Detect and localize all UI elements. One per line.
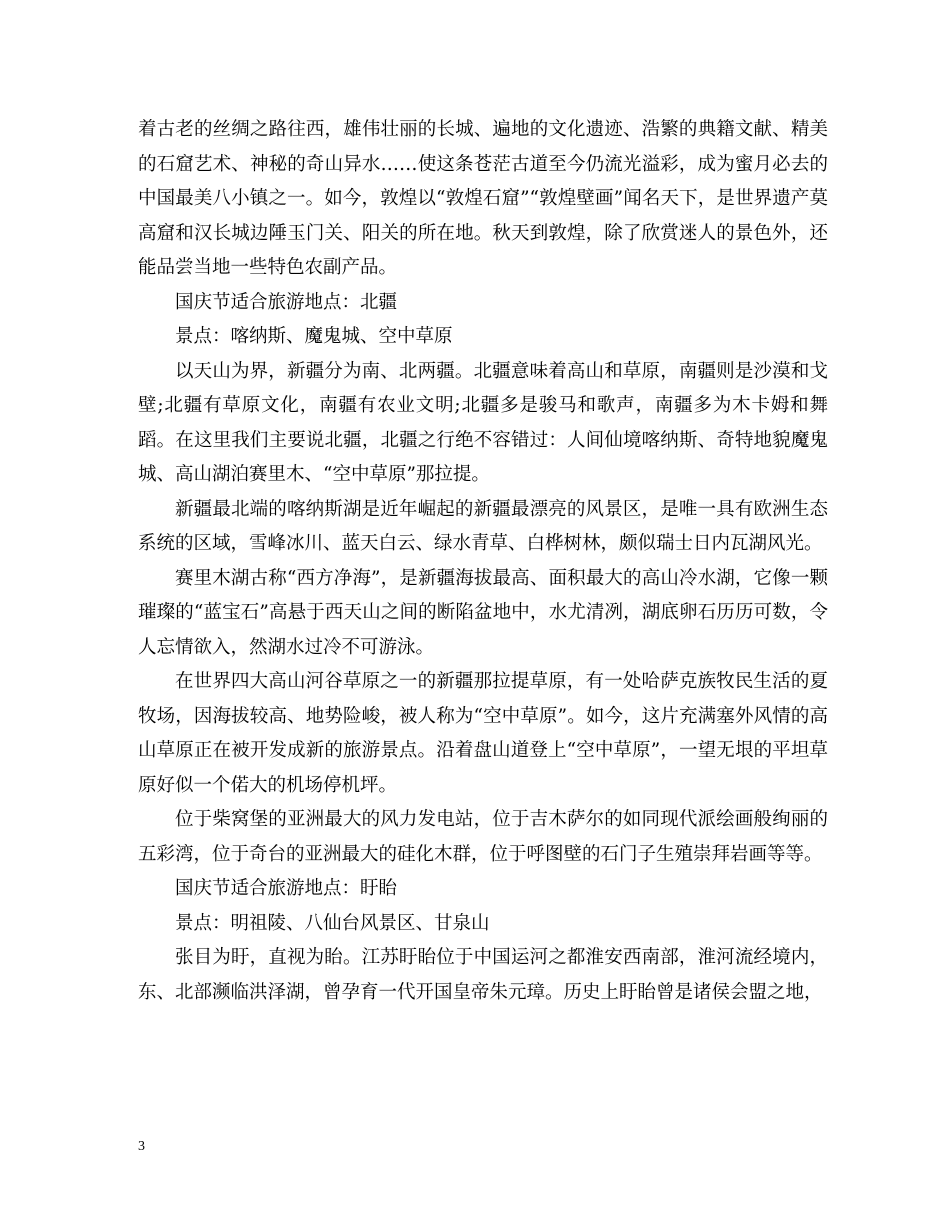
paragraph-xinjiang-overview: 以天山为界，新疆分为南、北两疆。北疆意味着高山和草原，南疆则是沙漠和戈壁;北疆有草原文化，南疆有农业文明;北疆多是骏马和歌声，南疆多为木卡姆和舞蹈。在这里我们主要说北疆，北疆之行绝不容错过：人间仙境喀纳斯、奇特地貌魔鬼城、高山湖泊赛里木、“空中草原”那拉提。 xyxy=(138,360,828,485)
page-number: 3 xyxy=(138,1139,145,1154)
paragraph-nalati-grassland: 在世界四大高山河谷草原之一的新疆那拉提草原，有一处哈萨克族牧民生活的夏牧场，因海拔较高、地势险峻，被人称为“空中草原”。如今，这片充满塞外风情的高山草原正在被开发成新的旅游景点。沿着盘山道登上“空中草原”，一望无垠的平坦草原好似一个偌大的机场停机坪。 xyxy=(138,671,828,796)
heading-location-xuyi: 国庆节适合旅游地点：盱眙 xyxy=(175,878,398,899)
paragraph-dunhuang-intro: 着古老的丝绸之路往西，雄伟壮丽的长城、遍地的文化遗迹、浩繁的典籍文献、精美的石窟艺术、神秘的奇山异水……使这条苍茫古道至今仍流光溢彩，成为蜜月必去的中国最美八小镇之一。如今，敦煌以“敦煌石窟”“敦煌壁画”闻名天下，是世界遗产莫高窟和汉长城边陲玉门关、阳关的所在地。秋天到敦煌，除了欣赏迷人的景色外，还能品尝当地一些特色农副产品。 xyxy=(138,119,828,278)
paragraph-sayram-lake: 赛里木湖古称“西方净海”，是新疆海拔最高、面积最大的高山冷水湖，它像一颗璀璨的“蓝宝石”高悬于西天山之间的断陷盆地中，水尤清冽，湖底卵石历历可数，令人忘情欲入，然湖水过冷不可游泳。 xyxy=(138,567,828,658)
document-body xyxy=(138,113,828,1010)
paragraph-kanas-lake: 新疆最北端的喀纳斯湖是近年崛起的新疆最漂亮的风景区，是唯一具有欧洲生态系统的区域，雪峰冰川、蓝天白云、绿水青草、白桦树林，颇似瑞士日内瓦湖风光。 xyxy=(138,498,828,554)
heading-location-beijiang: 国庆节适合旅游地点：北疆 xyxy=(175,291,398,313)
scenic-spots-beijiang: 景点：喀纳斯、魔鬼城、空中草原 xyxy=(175,326,453,347)
paragraph-other-sights: 位于柴窝堡的亚洲最大的风力发电站，位于吉木萨尔的如同现代派绘画般绚丽的五彩湾，位于奇台的亚洲最大的硅化木群，位于呼图壁的石门子生殖崇拜岩画等等。 xyxy=(138,809,828,865)
scenic-spots-xuyi: 景点：明祖陵、八仙台风景区、甘泉山 xyxy=(175,912,490,934)
paragraph-xuyi-intro: 张目为盱，直视为眙。江苏盱眙位于中国运河之都淮安西南部，淮河流经境内，东、北部濒临洪泽湖，曾孕育一代开国皇帝朱元璋。历史上盱眙曾是诸侯会盟之地， xyxy=(138,947,828,1003)
